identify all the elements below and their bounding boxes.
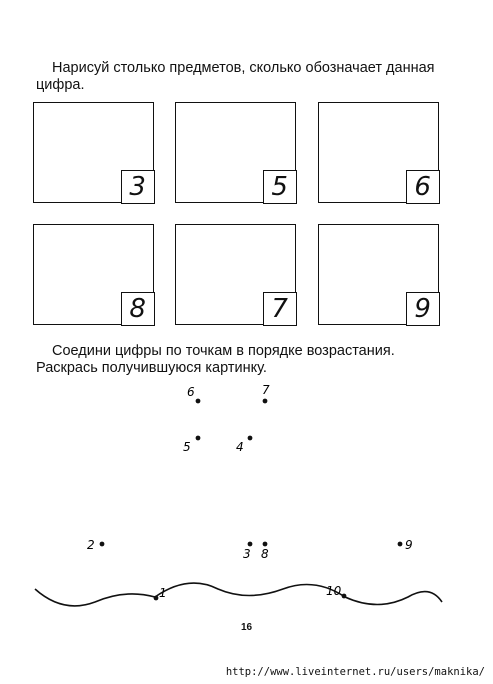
dot-label-8: 8 [261, 547, 269, 561]
dot-label-7: 7 [262, 383, 270, 397]
dot-6[interactable] [196, 399, 201, 404]
dot-10[interactable] [342, 594, 347, 599]
digit-label-2: 5 [263, 170, 297, 204]
source-url[interactable]: http://www.liveinternet.ru/users/maknika/ [225, 666, 485, 678]
dot-label-4: 4 [236, 440, 244, 454]
page-number: 16 [240, 622, 253, 633]
dot-5[interactable] [196, 436, 201, 441]
digit-label-5: 7 [263, 292, 297, 326]
digit-label-3: 6 [406, 170, 440, 204]
dot-label-5: 5 [183, 440, 191, 454]
task-1-instruction: Нарисуй столько предметов, сколько обозначает данная цифра. [36, 60, 435, 93]
dot-8[interactable] [263, 542, 268, 547]
task-2-instruction: Соедини цифры по точкам в порядке возрастания. Раскрась получившуюся картинку. [36, 343, 395, 376]
dot-label-10: 10 [326, 584, 342, 598]
dot-9[interactable] [398, 542, 403, 547]
digit-label-1: 3 [121, 170, 155, 204]
dot-3[interactable] [248, 542, 253, 547]
dot-label-9: 9 [405, 538, 413, 552]
digit-label-4: 8 [121, 292, 155, 326]
dot-label-3: 3 [243, 547, 251, 561]
dot-1[interactable] [154, 596, 159, 601]
dot-label-1: 1 [159, 586, 167, 600]
dot-2[interactable] [100, 542, 105, 547]
dot-label-2: 2 [87, 538, 95, 552]
digit-label-6: 9 [406, 292, 440, 326]
dot-7[interactable] [263, 399, 268, 404]
dot-label-6: 6 [187, 385, 195, 399]
wave-line [35, 583, 442, 606]
dot-4[interactable] [248, 436, 253, 441]
